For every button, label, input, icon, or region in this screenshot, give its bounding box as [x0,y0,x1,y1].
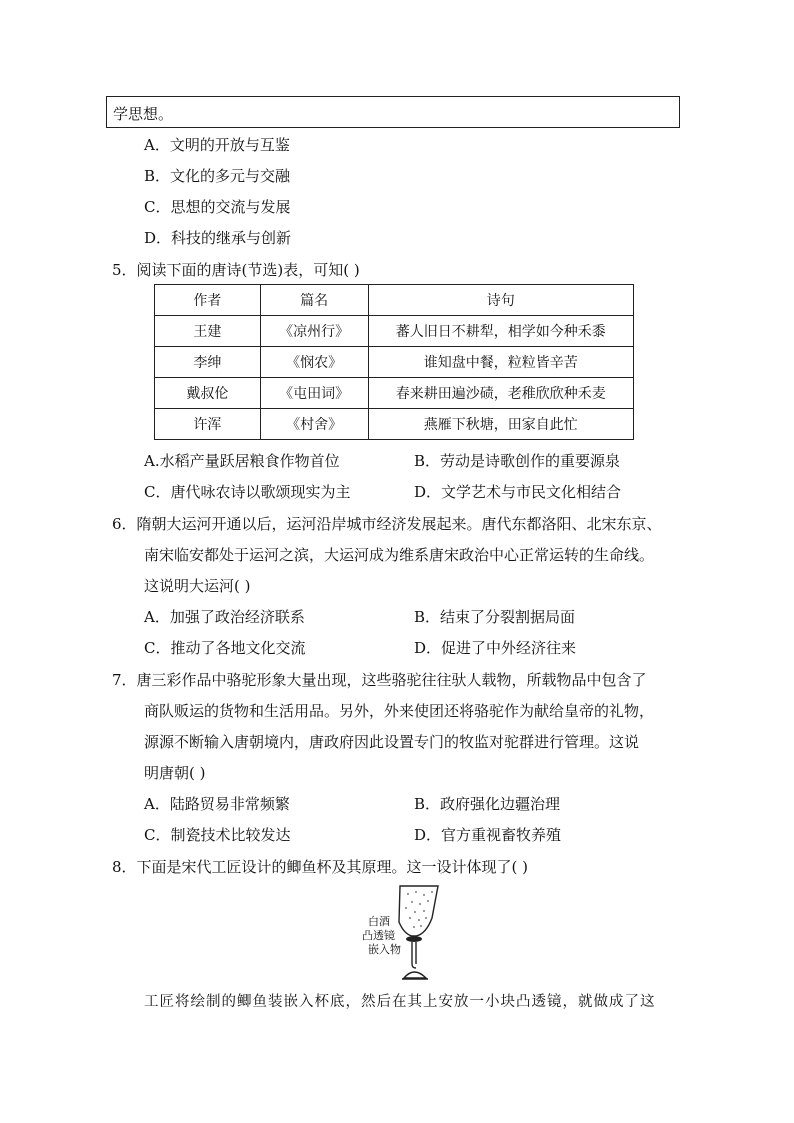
q5-option-d: D．文学艺术与市民文化相结合 [414,483,622,501]
q6-option-b: B．结束了分裂割据局面 [414,608,576,626]
q7-stem-line: 源源不断输入唐朝境内，唐政府因此设置专门的牧监对驼群进行管理。这说 [144,733,640,751]
q4-option-a: A．文明的开放与互鉴 [144,136,290,154]
table-header: 诗句 [368,285,633,316]
table-cell: 《村舍》 [260,409,368,440]
table-row [155,409,634,440]
q7-option-a: A．陆路贸易非常频繁 [144,795,290,813]
table-cell: 蕃人旧日不耕犁，相学如今种禾黍 [368,316,633,347]
q4-option-d: D．科技的继承与创新 [144,229,292,247]
material-box-bottom [106,96,680,128]
figure-label-liquor: 白酒 [368,915,390,928]
q7-option-b: B．政府强化边疆治理 [414,795,561,813]
q5-option-c: C．唐代咏农诗以歌颂现实为主 [144,483,351,501]
q5-option-b: B．劳动是诗歌创作的重要源泉 [414,452,621,470]
q6-option-d: D．促进了中外经济往来 [414,639,577,657]
q5-stem: 5．阅读下面的唐诗(节选)表，可知( ) [112,261,360,279]
table-cell: 李绅 [155,347,261,378]
table-cell: 谁知盘中餐，粒粒皆辛苦 [368,347,633,378]
table-cell: 春来耕田遍沙碛，老稚欣欣种禾麦 [368,378,633,409]
q6-option-a: A．加强了政治经济联系 [144,608,305,626]
figure-label-insert: 嵌入物 [368,943,401,956]
table-cell: 许浑 [155,409,261,440]
poem-table [154,284,634,440]
table-header: 篇名 [260,285,368,316]
q8-material-text: 工匠将绘制的鲫鱼装嵌入杯底，然后在其上安放一小块凸透镜，就做成了这 [144,994,656,1010]
table-row [155,316,634,347]
table-row [155,378,634,409]
q7-option-d: D．官方重视畜牧养殖 [414,826,562,844]
table-cell: 《悯农》 [260,347,368,378]
q7-stem-line: 商队贩运的货物和生活用品。另外，外来使团还将骆驼作为献给皇帝的礼物， [144,702,655,720]
table-cell: 王建 [155,316,261,347]
table-cell: 《屯田词》 [260,378,368,409]
q6-stem-line: 6．隋朝大运河开通以后，运河沿岸城市经济发展起来。唐代东都洛阳、北宋东京、 [112,515,662,533]
q6-stem-line: 这说明大运河( ) [144,577,251,595]
q7-stem-line: 明唐朝( ) [144,764,206,782]
material-tail-text: 学思想。 [113,105,174,123]
table-cell: 戴叔伦 [155,378,261,409]
table-header: 作者 [155,285,261,316]
q7-option-c: C．制瓷技术比较发达 [144,826,291,844]
table-cell: 燕雁下秋塘，田家自此忙 [368,409,633,440]
table-row [155,347,634,378]
table-cell: 《凉州行》 [260,316,368,347]
q7-stem-line: 7．唐三彩作品中骆驼形象大量出现，这些骆驼往往驮人载物，所载物品中包含了 [112,671,647,689]
q4-option-c: C．思想的交流与发展 [144,198,291,216]
figure-label-lens: 凸透镜 [362,929,395,942]
q6-option-c: C．推动了各地文化交流 [144,639,306,657]
q4-option-b: B．文化的多元与交融 [144,167,291,185]
q8-stem: 8．下面是宋代工匠设计的鲫鱼杯及其原理。这一设计体现了( ) [112,858,529,876]
q5-option-a: A.水稻产量跃居粮食作物首位 [144,452,340,470]
table-header-row [155,285,634,316]
q6-stem-line: 南宋临安都处于运河之滨，大运河成为维系唐宋政治中心正常运转的生命线。 [144,546,655,564]
